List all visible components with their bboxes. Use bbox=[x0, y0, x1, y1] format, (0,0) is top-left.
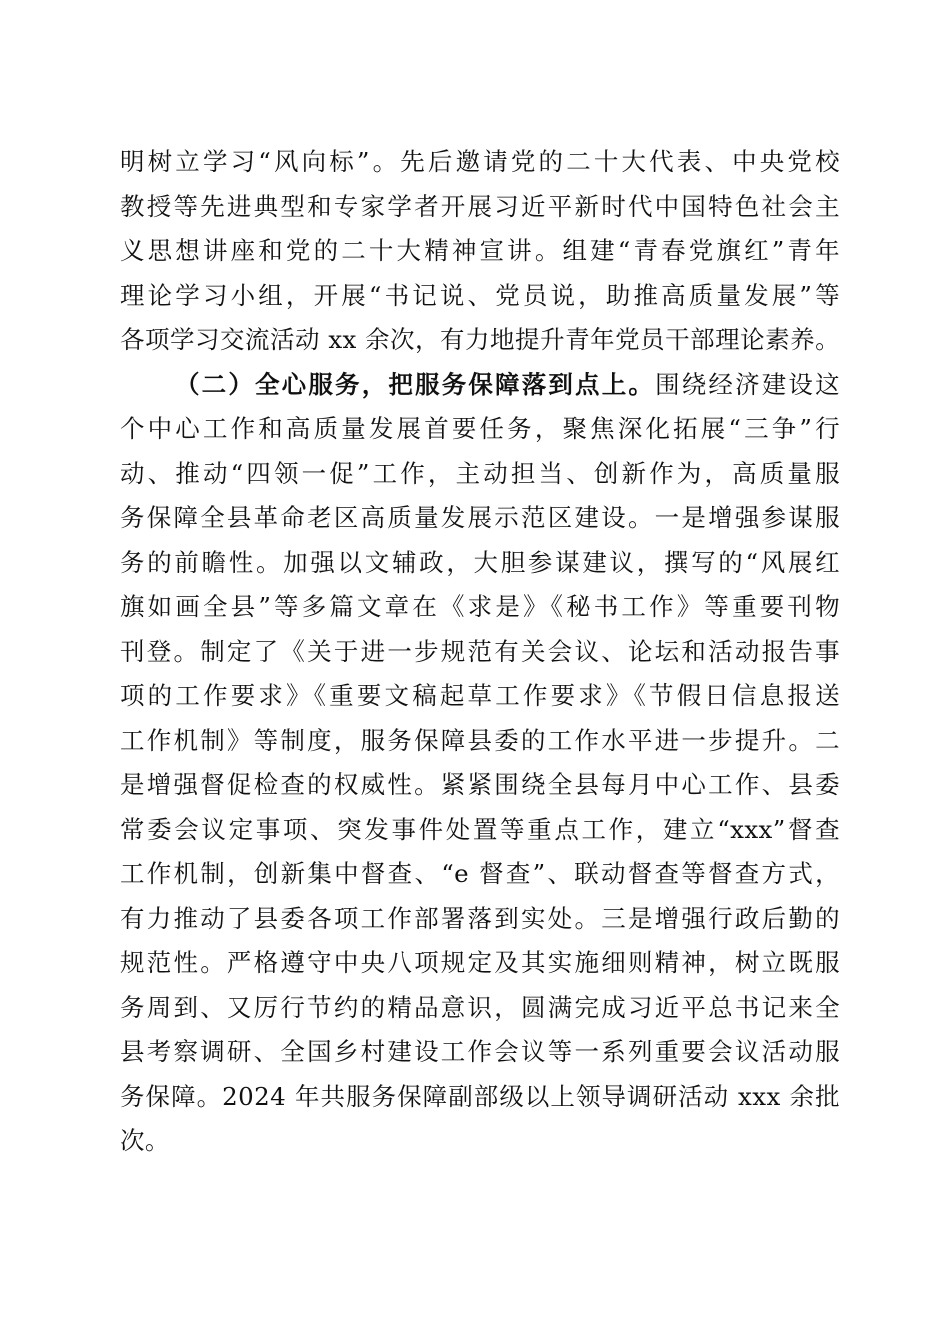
text-line: 常委会议定事项、突发事件处置等重点工作，建立“xxx”督查 bbox=[120, 814, 840, 844]
text-line: 各项学习交流活动 xx 余次，有力地提升青年党员干部理论素养。 bbox=[120, 325, 840, 354]
text-line: 义思想讲座和党的二十大精神宣讲。组建“青春党旗红”青年 bbox=[120, 236, 840, 265]
text-line: 动、推动“四领一促”工作，主动担当、创新作为，高质量服 bbox=[120, 458, 840, 488]
text-line: 务保障全县革命老区高质量发展示范区建设。一是增强参谋服 bbox=[120, 503, 840, 532]
section-heading: （二）全心服务，把服务保障落到点上。 bbox=[175, 369, 656, 399]
text-line: 工作机制，创新集中督查、“e 督查”、联动督查等督查方式， bbox=[120, 859, 840, 888]
text-line: 明树立学习“风向标”。先后邀请党的二十大代表、中央党校 bbox=[120, 147, 840, 176]
text-line: 工作机制》等制度，服务保障县委的工作水平进一步提升。二 bbox=[120, 725, 840, 755]
text-line: 次。 bbox=[120, 1126, 170, 1155]
text-line: 刊登。制定了《关于进一步规范有关会议、论坛和活动报告事 bbox=[120, 636, 840, 666]
text-line: 理论学习小组，开展“书记说、党员说，助推高质量发展”等 bbox=[120, 280, 840, 310]
heading-line-rest: 围绕经济建设这 bbox=[655, 369, 840, 399]
document-body bbox=[120, 140, 840, 1164]
text-line: 是增强督促检查的权威性。紧紧围绕全县每月中心工作、县委 bbox=[120, 770, 840, 799]
text-line: 务的前瞻性。加强以文辅政，大胆参谋建议，撰写的“风展红 bbox=[120, 547, 840, 577]
text-line: 务周到、又厉行节约的精品意识，圆满完成习近平总书记来全 bbox=[120, 992, 840, 1022]
text-line: 县考察调研、全国乡村建设工作会议等一系列重要会议活动服 bbox=[120, 1037, 840, 1066]
text-line: 旗如画全县”等多篇文章在《求是》《秘书工作》等重要刊物 bbox=[120, 592, 840, 621]
paragraph-first-line bbox=[120, 363, 840, 408]
text-line: 务保障。2024 年共服务保障副部级以上领导调研活动 xxx 余批 bbox=[120, 1081, 840, 1111]
text-line: 项的工作要求》《重要文稿起草工作要求》《节假日信息报送 bbox=[120, 681, 840, 710]
text-line: 教授等先进典型和专家学者开展习近平新时代中国特色社会主 bbox=[120, 191, 840, 221]
text-line: 个中心工作和高质量发展首要任务，聚焦深化拓展“三争”行 bbox=[120, 414, 840, 443]
text-line: 规范性。严格遵守中央八项规定及其实施细则精神，树立既服 bbox=[120, 948, 840, 977]
text-line: 有力推动了县委各项工作部署落到实处。三是增强行政后勤的 bbox=[120, 903, 840, 933]
